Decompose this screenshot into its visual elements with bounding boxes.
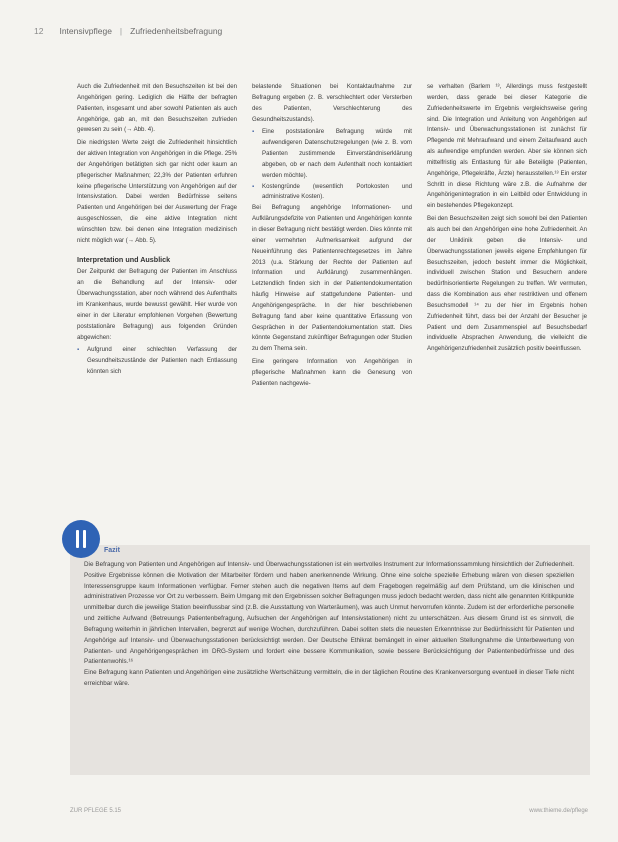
- page-number: 12: [34, 26, 44, 36]
- paragraph: Der Zeitpunkt der Befragung der Patienten im Anschluss an die Behandlung auf der Intensiv- oder Überwachungsstation, aber noch während des Aufenthalts im Krankenhaus, wurde bewusst gewählt. Hier wurde von einer in der Literatur empfohlenen Vorgehen (Bewertung poststationäre Befragung) aus folgenden Gründen abgewichen:: [77, 268, 237, 341]
- fazit-paragraph: Die Befragung von Patienten und Angehörigen auf Intensiv- und Überwachungsstationen ist ein wertvolles Instrument zur Informationssammlung hinsichtlich der Zufriedenheit. Positive Ergebnisse können die Motivation der Mitarbeiter fördern und haben anerkennende Wirkung. Ohne eine solche spezielle Erhebung wären von diesen speziellen Interessensgruppe kaum Informationen verfügbar. Ferner stehen auch die negativen Items auf dem Fragebogen regelmäßig auf dem Prüfstand, um die klinischen und administrativen Prozesse vor Ort zu verbessern. Beim Umgang mit den Ergebnissen solcher Befragungen muss jedoch bedacht werden, dass nicht alle genannten Kritikpunkte unmittelbar durch die jeweilige Station beeinflussbar sind (z.B. die Ausstattung von Warteräumen), was auch Unmut hervorrufen könnte. Zudem ist der erforderliche personelle und zeitliche Aufwand (Betreuungs Patientenbefragung, Aufsuchen der Angehörigen auf Intensivstationen) nicht zu unterschätzen. Aus diesem Grund ist es sinnvoll, die Befragung weiterhin in jährlichen Intervallen, begrenzt auf wenige Wochen, durchzuführen. Dabei sollten stets die neuesten Erkenntnisse zur Bedürfnissicht für Patienten und Angehörige auf Intensiv- und Überwachungsstationen berücksichtigt werden. Der Deutsche Ethikrat bemängelt in einer aktuellen Stellungnahme die Unterbewertung von Patienten- und Angehörigengesprächen im DRG-System und fordert eine bessere Kommunikation, sowie bessere Berücksichtigung der Patientenbedürfnisse und des Patientenwohls.¹⁶: [84, 561, 574, 666]
- footer-url: www.thieme.de/pflege: [529, 808, 588, 814]
- column-3: [427, 82, 587, 392]
- paragraph: Bei Befragung angehörige Informationen- und Aufklärungsdefizite von Patienten und Angehörigen konnte in dieser Befragung nicht bestätigt werden. Dies könnte mit einer vermehrten Aufmerksamkeit aufgrund der Neueinführung des Patientenrechtegesetzes im Jahre 2013 (u.a. Stärkung der Rechte der Patienten auf Information und Aufklärung) zusammenhängen. Letztendlich finden sich in der Patientendokumentation häufig Hinweise auf stattgefundene Patienten- und Angehörigengespräche. In der hier beschriebenen Befragung fand aber keine quantitative Erfassung von Gesprächen in der Patientendokumentation statt. Dies könnte Gegenstand zukünftiger Befragungen oder Studien zu dem Thema sein.: [252, 204, 412, 353]
- fazit-paragraph: Eine Befragung kann Patienten und Angehörigen eine zusätzliche Wertschätzung vermitteln, die in der täglichen Routine des Krankenversorgung eventuell in dieser Tiefe nicht erreichbar wäre.: [84, 669, 574, 688]
- bullet-item: ▪ Kostengründe (wesentlich Portokosten und administrative Kosten).: [259, 182, 412, 204]
- paragraph: Eine geringere Information von Angehörigen in pflegerische Maßnahmen kann die Genesung von Patienten nachgewie-: [252, 358, 412, 387]
- paragraph: Bei den Besuchszeiten zeigt sich sowohl bei den Patienten als auch bei den Angehörigen eine hohe Zufriedenheit. An der Uniklinik geben die Intensiv- und Überwachungsstationen jeweils eigene Empfehlungen für Besuchszeiten, jedoch besteht immer die Möglichkeit, individuell zwischen Station und Besuchern andere bedürfnisorientierte Regelungen zu treffen. Wir vermuten, dass die Kombination aus eher restriktiven und offenem Besuchsmodell ¹⁴ zu der hier im Ergebnis hohen Zufriedenheit führt, dass bei der Anzahl der Besucher je Patient und dem Zusammenspiel auf Besuchsbedarf individuelle Absprachen Anwendung, die vielleicht die Angehörigenzufriedenheit zusätzlich positiv beeinflussen.: [427, 215, 587, 353]
- bullet-item: ▪ Eine poststationäre Befragung würde mit aufwendigeren Datenschutzregelungen (wie z. B. vom Patienten zustimmende Einverständniserklärung abgeben, ob er nach dem Aufenthalt noch kontaktiert werden möchte).: [259, 127, 412, 181]
- section-heading: Interpretation und Ausblick: [77, 254, 171, 264]
- fazit-icon-bar: [83, 530, 86, 548]
- running-title: Zufriedenheitsbefragung: [130, 26, 223, 36]
- bullet-list: [77, 345, 237, 378]
- paragraph: se verhalten (Barlem ¹³, Allerdings muss festgestellt werden, dass gerade bei dieser Kategorie die Zufriedenheitswerte im Ergebnis vergleichsweise gering sind. Die Integration und Anleitung von Angehörigen auf Intensiv- und Überwachungsstationen ist zunächst für Pflegende mit Mehraufwand und einem Zeitaufwand auch als aufwendige empfunden werden. Aber sie können sich mittelfristig als Entlastung für alle Beteiligte (Patienten, Angehörige, Pflegekräfte, Ärzte) herausstellen.¹³ Ein erster Schritt in diese Richtung wäre z.B. die Aufnahme der Angehörigenintegration in ein Leitbild oder Entwicklung in ein bestehendes Pflegekonzept.: [427, 83, 587, 210]
- column-2: [252, 82, 412, 392]
- fazit-icon: [62, 520, 100, 558]
- bullet-list: [252, 127, 412, 203]
- article-body: [77, 82, 587, 392]
- fazit-title: Fazit: [104, 547, 120, 554]
- paragraph: Die niedrigsten Werte zeigt die Zufriedenheit hinsichtlich der aktiven Integration von Angehörigen in die Pflege. 25% der Angehörigen betätigten sich gar nicht oder kaum an pflegerischer Maßnahmen; 22,3% der Patienten erfuhren keine pflegerische Unterstützung von Angehörigen auf der Intensivstation. Dabei werden Bedürfnisse seitens Patienten und Angehörigen bei der Auswertung der Frage ausgeschlossen, die eine aktive Integration nicht wünschten bzw. bei denen eine Integration medizinisch nicht möglich war (→ Abb. 5).: [77, 139, 237, 244]
- page-footer: [70, 808, 588, 814]
- page-header: [34, 26, 588, 36]
- footer-journal: ZUR PFLEGE 5.15: [70, 808, 122, 814]
- paragraph: belastende Situationen bei Kontaktaufnahme zur Befragung ergeben (z. B. verschlechtert oder Versterben des Patienten, Verschlechterung des Gesundheitszustands).: [252, 83, 412, 123]
- column-1: [77, 82, 237, 392]
- fazit-icon-bar: [76, 530, 79, 548]
- paragraph: Auch die Zufriedenheit mit den Besuchszeiten ist bei den Angehörigen gering. Lediglich die Hälfte der befragten Patienten, insgesamt und aber sowohl Patienten als auch Angehörige, gab an, mit den Besuchszeiten zufrieden gewesen zu sein (→ Abb. 4).: [77, 83, 237, 134]
- section-label: Intensivpflege: [59, 26, 112, 36]
- bullet-item: ▪ Aufgrund einer schlechten Verfassung der Gesundheitszustände der Patienten nach Entlassung könnten sich: [84, 345, 237, 378]
- fazit-text: [84, 560, 574, 690]
- header-separator: |: [119, 26, 123, 36]
